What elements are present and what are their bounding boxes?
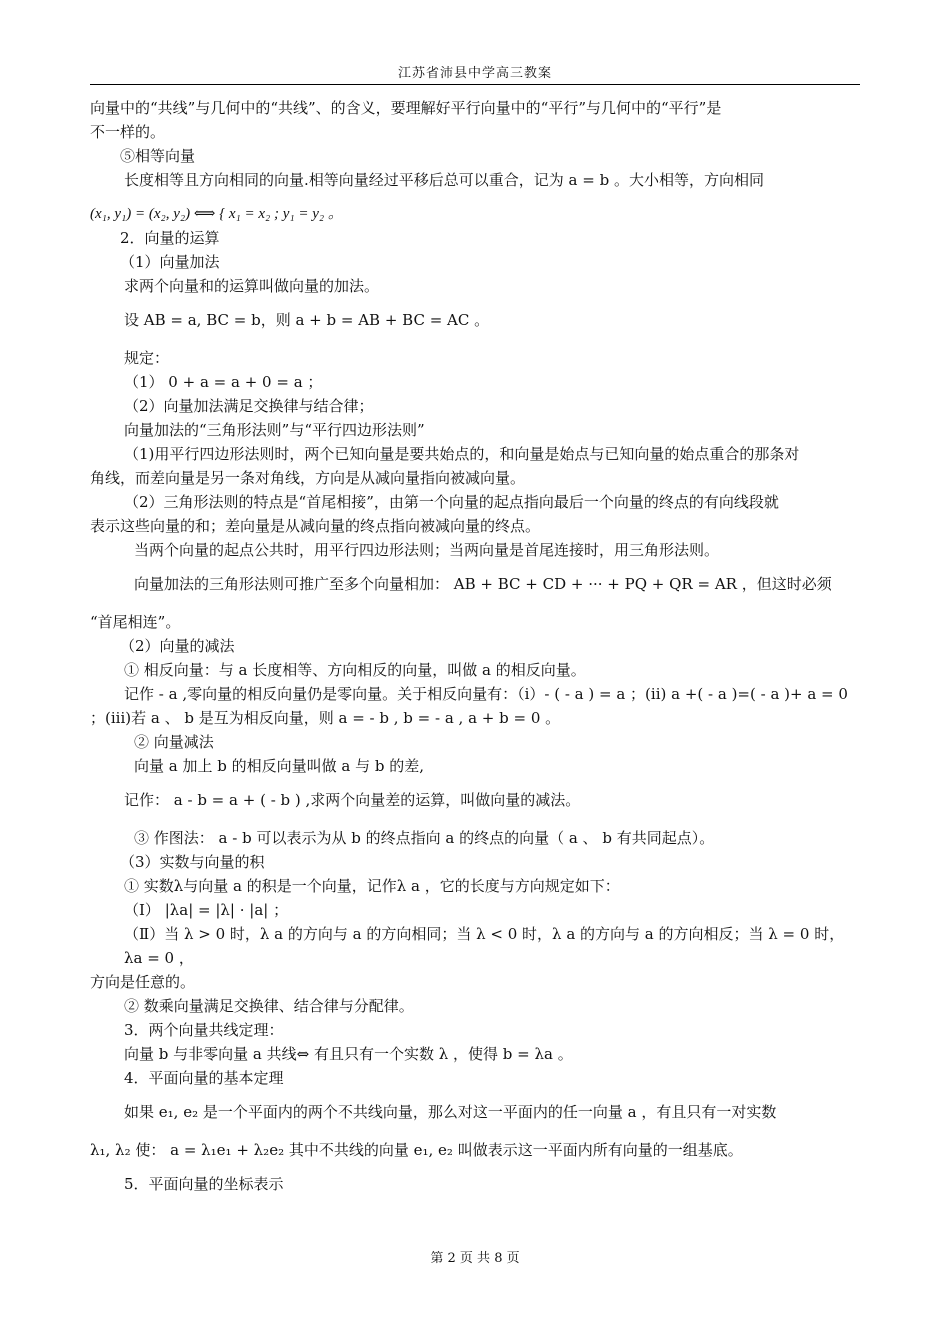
section-heading: 4．平面向量的基本定理 [124, 1069, 284, 1087]
text-line: ① 相反向量：与 a 长度相等、方向相反的向量，叫做 a 的相反向量。 [124, 661, 586, 679]
text-line: ③ 作图法： a - b 可以表示为从 b 的终点指向 a 的终点的向量（ a 、 b 有共同起点）。 [134, 829, 715, 847]
section-heading: 3．两个向量共线定理： [124, 1021, 284, 1039]
text-line: 不一样的。 [90, 123, 166, 141]
formula-line: (x₁, y₁) = (x₂, y₂) ⟺ { x₁ = x₂ ; y₁ = y₂ 。 [90, 206, 343, 222]
subheading: （1）向量加法 [120, 253, 220, 271]
text-line: 求两个向量和的运算叫做向量的加法。 [124, 277, 380, 295]
text-line: “首尾相连”。 [90, 613, 181, 631]
subheading: （2）向量的减法 [120, 637, 235, 655]
text-line: 角线，而差向量是另一条对角线，方向是从减向量指向被减向量。 [90, 469, 526, 487]
text-line: 当两个向量的起点公共时，用平行四边形法则；当两向量是首尾连接时，用三角形法则。 [134, 541, 720, 559]
text-line: ① 实数λ与向量 a 的积是一个向量，记作λ a ，它的长度与方向规定如下： [124, 877, 620, 895]
text-line: （2）向量加法满足交换律与结合律； [124, 397, 374, 415]
text-line: ；(iii)若 a 、 b 是互为相反向量，则 a = - b , b = - a , a + b = 0 。 [90, 709, 561, 727]
text-line: 记作 - a ,零向量的相反向量仍是零向量。关于相反向量有：（i）- ( - a ) = a ；(ii) a +( - a )=( - a )+ a = 0 [124, 685, 848, 703]
text-line: 表示这些向量的和；差向量是从减向量的终点指向被减向量的终点。 [90, 517, 541, 535]
formula-line: 向量加法的三角形法则可推广至多个向量相加： AB + BC + CD + ··· + PQ + QR = AR ，但这时必须 [134, 575, 832, 593]
header-rule [90, 84, 860, 85]
text-line: 向量 b 与非零向量 a 共线⇔ 有且只有一个实数 λ ，使得 b = λa 。 [124, 1045, 573, 1063]
text-line: （1） 0 + a = a + 0 = a ； [124, 373, 323, 391]
text-line: 长度相等且方向相同的向量.相等向量经过平移后总可以重合，记为 a = b 。大小相等，方向相同 [124, 171, 764, 189]
formula-line: 记作： a - b = a + ( - b ) ,求两个向量差的运算，叫做向量的减法。 [124, 791, 581, 809]
document-body [90, 96, 862, 1196]
text-line: （Ⅰ） |λa| = |λ| · |a| ； [124, 901, 289, 919]
text-line: 方向是任意的。 [90, 973, 196, 991]
section-heading: 5．平面向量的坐标表示 [124, 1175, 284, 1193]
text-line: （1)用平行四边形法则时，两个已知向量是要共始点的，和向量是始点与已知向量的始点重合的那条对 [124, 445, 800, 463]
page-header: 江苏省沛县中学高三教案 [397, 66, 552, 81]
text-line: 向量加法的“三角形法则”与“平行四边形法则” [124, 421, 425, 439]
text-line: ② 数乘向量满足交换律、结合律与分配律。 [124, 997, 414, 1015]
text-line: 向量中的“共线”与几何中的“共线”、的含义，要理解好平行向量中的“平行”与几何中的“平行”是 [90, 99, 722, 117]
page-footer: 第 2 页 共 8 页 [430, 1251, 520, 1266]
formula-line: 设 AB = a, BC = b，则 a + b = AB + BC = AC 。 [124, 311, 490, 329]
section-heading: 2．向量的运算 [120, 229, 220, 247]
text-line: （2）三角形法则的特点是“首尾相接”，由第一个向量的起点指向最后一个向量的终点的有向线段就 [124, 493, 779, 511]
subheading: ⑤相等向量 [120, 147, 196, 165]
subheading: ② 向量减法 [134, 733, 214, 751]
text-line: （Ⅱ）当 λ > 0 时，λ a 的方向与 a 的方向相同；当 λ < 0 时，λ a 的方向与 a 的方向相反；当 λ = 0 时， λa = 0 ， [124, 925, 845, 967]
text-line: 如果 e₁, e₂ 是一个平面内的两个不共线向量，那么对这一平面内的任一向量 a ，有且只有一对实数 [124, 1103, 777, 1121]
text-line: 规定： [124, 349, 170, 367]
formula-line: λ₁, λ₂ 使： a = λ₁e₁ + λ₂e₂ 其中不共线的向量 e₁, e₂ 叫做表示这一平面内所有向量的一组基底。 [90, 1141, 743, 1159]
subheading: （3）实数与向量的积 [120, 853, 265, 871]
text-line: 向量 a 加上 b 的相反向量叫做 a 与 b 的差, [134, 757, 425, 775]
